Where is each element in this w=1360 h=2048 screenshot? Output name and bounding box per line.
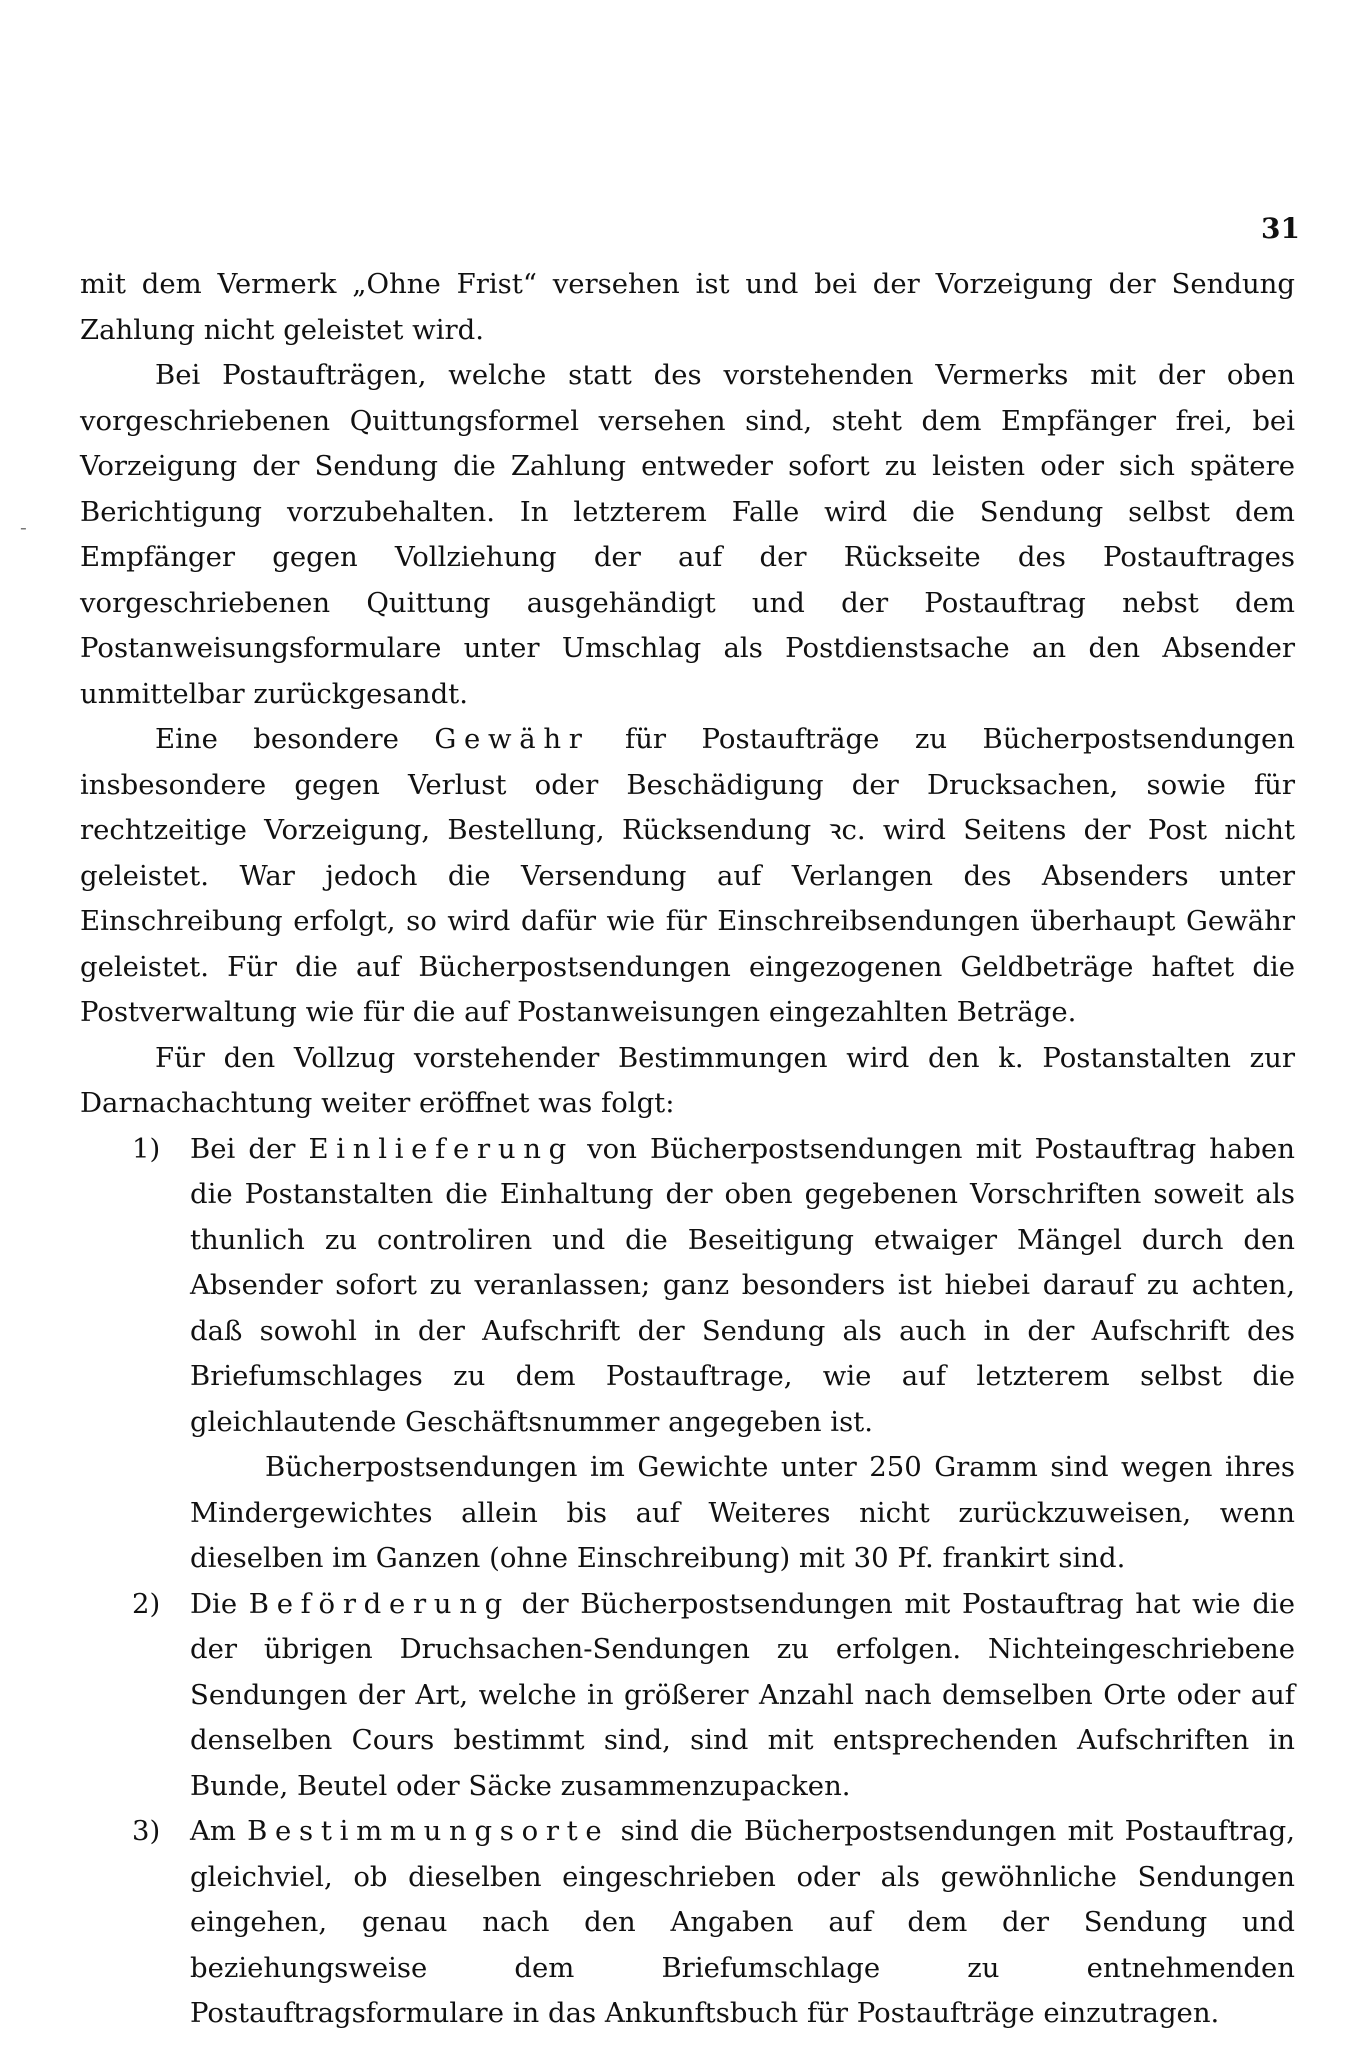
list-item-number: 3) bbox=[132, 1815, 161, 1847]
paragraph-quittung: Bei Postaufträgen, welche statt des vorstehenden Vermerks mit der oben vorgeschriebenen Quittungsformel versehen sind, steht dem Empfänger frei, bei Vorzeigung der Sendung die Zahlung entweder sofort zu leisten oder sich spätere Berichtigung vorzubehalten. In letzterem Falle wird die Sendung selbst dem Empfänger gegen Vollziehung der auf der Rückseite des Postauftrages vorgeschriebenen Quittung ausgehändigt und der Postauftrag nebst dem Postanweisungsformulare unter Umschlag als Postdienstsache an den Absender unmittelbar zurückgesandt. bbox=[80, 359, 1295, 710]
list-item-pre: Am bbox=[190, 1815, 236, 1847]
body-text bbox=[80, 262, 1295, 2037]
emphasized-word-bestimmungsorte: Bestimmungsorte bbox=[247, 1815, 610, 1847]
list-item-text: der Bücherpostsendungen mit Postauftrag hat wie die der übrigen Druchsachen-Sendungen zu erfolgen. Nichteingeschriebene Sendungen der Art, welche in größerer Anzahl nach demselben Orte oder auf denselben Cours bestimmt sind, sind mit entsprechenden Aufschriften in Bunde, Beutel oder Säcke zusammenzupacken. bbox=[190, 1587, 1296, 1802]
paragraph-gewaehr-rest: für Postaufträge zu Bücherpostsendungen insbesondere gegen Verlust oder Beschädigung der Drucksachen, sowie für rechtzeitige Vorzeigung, Bestellung, Rücksendung ꝛc. wird Seitens der Post nicht geleistet. War jedoch die Versendung auf Verlangen des Absenders unter Einschreibung erfolgt, so wird dafür wie für Einschreibsendungen überhaupt Gewähr geleistet. Für die auf Bücherpostsendungen eingezogenen Geldbeträge haftet die Postverwaltung wie für die auf Postanweisungen eingezahlten Beträge. bbox=[80, 723, 1296, 1028]
emphasized-word-gewaehr: Gewähr bbox=[434, 723, 590, 755]
paragraph-vollzug: Für den Vollzug vorstehender Bestimmungen wird den k. Postanstalten zur Darnachachtung weiter eröffnet was folgt: bbox=[80, 1041, 1295, 1119]
list-item-1-subparagraph: Bücherpostsendungen im Gewichte unter 250 Gramm sind wegen ihres Mindergewichtes allein bis auf Weiteres nicht zurückzuweisen, wenn dieselben im Ganzen (ohne Einschreibung) mit 30 Pf. frankirt sind. bbox=[190, 1451, 1295, 1574]
list-item-1 bbox=[80, 1127, 1295, 1446]
list-item-text: von Bücherpostsendungen mit Postauftrag haben die Postanstalten die Einhaltung der oben gegebenen Vorschriften soweit als thunlich zu controliren und die Beseitigung etwaiger Mängel durch den Absender sofort zu veranlassen; ganz besonders ist hiebei darauf zu achten, daß sowohl in der Aufschrift der Sendung als auch in der Aufschrift des Briefumschlages zu dem Postauftrage, wie auf letzterem selbst die gleichlautende Geschäftsnummer angegeben ist. bbox=[190, 1132, 1296, 1438]
paragraph-gewaehr bbox=[80, 717, 1295, 1036]
list-item-pre: Bei der bbox=[190, 1132, 296, 1165]
emphasized-word-befoerderung: Beförderung bbox=[248, 1587, 510, 1620]
page-number: 31 bbox=[1261, 212, 1300, 245]
margin-mark: - bbox=[20, 515, 27, 539]
list-item-number: 2) bbox=[132, 1587, 161, 1620]
emphasized-word-einlieferung: Einlieferung bbox=[308, 1132, 574, 1165]
list-item-pre: Die bbox=[190, 1587, 238, 1620]
list-item-text: sind die Bücherpostsendungen mit Postauftrag, gleichviel, ob dieselben eingeschrieben oder als gewöhnliche Sendungen eingehen, genau nach den Angaben auf dem der Sendung und beziehungsweise dem Briefumschlage zu entnehmenden Postauftragsformulare in das Ankunftsbuch für Postaufträge einzutragen. bbox=[190, 1815, 1296, 2029]
list-item-2 bbox=[80, 1582, 1295, 1810]
paragraph-gewaehr-start: Eine besondere bbox=[155, 723, 399, 755]
list-item-number: 1) bbox=[132, 1132, 161, 1165]
paragraph-continuation: mit dem Vermerk „Ohne Frist“ versehen ist und bei der Vorzeigung der Sendung Zahlung nicht geleistet wird. bbox=[80, 268, 1295, 346]
list-item-3 bbox=[80, 1809, 1295, 2037]
